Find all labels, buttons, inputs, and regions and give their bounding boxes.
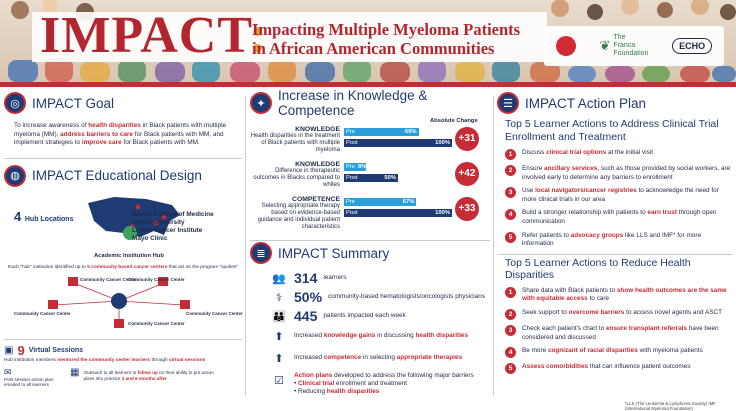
disparity-actions-heading: Top 5 Learner Actions to Reduce Health Disparities — [505, 256, 691, 282]
summary-knowledge-gain: ⬆ Increased knowledge gains in discussing health disparities — [270, 328, 490, 344]
lls-logo-icon — [556, 36, 576, 56]
virtual-sessions: ▣ 9 Virtual Sessions — [4, 342, 84, 358]
summary-competence: ⬆ Increased competence in selecting appropriate therapies — [270, 350, 490, 366]
page-subtitle — [252, 20, 520, 58]
list-item-text: Refer patients to advocacy groups like LLS and IMF* for more information — [522, 231, 702, 248]
number-badge: 1 — [505, 287, 516, 298]
goal-heading: ◎ IMPACT Goal — [4, 92, 242, 114]
post-bar: Post 100% — [346, 210, 450, 216]
post-plan-text: ✉ Post session action plan emailed to all learners — [4, 366, 54, 388]
leaf-icon: ❦ — [599, 38, 611, 53]
list-item-text: Use local navigators/cancer registries to acknowledge the need for more clinical trials in our area — [522, 187, 719, 203]
outreach-text: ▦ Outreach to all learners to follow up on their ability to put action plans into practice 3 and 6 months after — [70, 370, 220, 388]
knowledge-row-label: COMPETENCE Selecting appropriate therapy based on evidence-based guidance and individual patient characteristics — [257, 196, 340, 230]
number-badge: 3 — [505, 187, 516, 198]
footnote: *LLS (The Leukemia & Lymphoma Society) IMF (International Myeloma Foundation) — [625, 401, 716, 411]
sponsor-logos — [544, 26, 724, 66]
trial-actions-list — [497, 149, 733, 249]
goal-text: To increase awareness of health disparities in Black patients with multiple myeloma (MM), address barriers to care for Black patients with MM, and implement strategies to improve care for Black patients with MM. — [14, 122, 227, 147]
hub-spoke-diagram — [4, 273, 243, 331]
list-item-text: Assess comorbidities that can influence patient outcomes — [522, 363, 691, 371]
spoke-label: Community Cancer Center — [14, 310, 71, 316]
post-bar: Post 50% — [346, 175, 396, 181]
design-heading: ◍ IMPACT Educational Design — [4, 165, 242, 187]
spoke-label: Community Cancer Center — [186, 310, 243, 316]
header-stripe — [0, 82, 736, 87]
knowledge-row-label: KNOWLEDGE Difference in therapeutic outcomes in Blacks compared to whites — [253, 161, 340, 188]
summary-action-plans: ☑ Action plans developed to address the following major barriers • Clinical trial enrollment and treatment • Reducing health disparities — [270, 372, 490, 396]
list-item — [505, 363, 733, 374]
summary-physicians: ⚕ 50% community-based hematologists/oncologists physicians — [270, 289, 490, 305]
followup-block — [4, 366, 242, 388]
globe-icon: ◍ — [4, 165, 26, 187]
left-column — [4, 92, 242, 410]
list-item — [505, 187, 733, 204]
number-badge: 2 — [505, 165, 516, 176]
number-badge: 3 — [505, 325, 516, 336]
list-item-text: Check each patient's chart to ensure transplant referrals have been considered and discussed — [522, 324, 719, 341]
middle-column — [250, 88, 490, 410]
list-item-text: Discuss clinical trial options at the initial visit — [522, 149, 654, 156]
arrow-up-icon: ⬆ — [274, 330, 284, 343]
knowledge-heading: ✦ Increase in Knowledge & Competence — [250, 92, 490, 114]
list-item-text: Seek support to overcome barriers to access novel agents and ASCT — [522, 308, 723, 316]
document-icon: ≣ — [250, 242, 272, 264]
number-badge: 5 — [505, 363, 516, 374]
trial-actions-heading: Top 5 Learner Actions to Address Clinical Trial Enrollment and Treatment — [505, 118, 719, 143]
number-badge: 4 — [505, 347, 516, 358]
franca-foundation-logo: ❦ The Franca Foundation — [599, 34, 649, 57]
column-divider — [245, 96, 246, 396]
knowledge-chart — [250, 126, 490, 256]
checklist-icon: ☑ — [274, 374, 284, 387]
right-column — [497, 92, 733, 410]
number-badge: 4 — [505, 209, 516, 220]
list-item — [505, 165, 733, 182]
subtitle-line-2: in African American Communities — [252, 39, 495, 58]
email-icon: ✉ — [4, 366, 12, 377]
title-colon: : — [249, 7, 268, 64]
spoke-label: Community Cancer Center — [128, 276, 185, 282]
list-item — [505, 309, 733, 320]
brain-icon: ✦ — [250, 92, 272, 114]
list-item-text: Be more cognizant of racial disparities with myeloma patients — [522, 347, 703, 355]
summary-learners: 👥 314 learners — [270, 270, 490, 286]
section-divider — [497, 254, 733, 255]
knowledge-row-label: KNOWLEDGE Health disparities in the treatment of Black patients with multiple myeloma — [250, 126, 340, 153]
clipboard-icon: ☰ — [497, 92, 519, 114]
list-item-text: Share data with Black patients to show health outcomes are the same with equitable access to care — [522, 286, 727, 303]
post-bar: Post 100% — [346, 140, 450, 146]
absolute-change-badge: +31 — [455, 127, 479, 151]
list-item-text: Build a stronger relationship with patients to earn trust through open communication — [522, 209, 717, 225]
virtual-text: Hub institution members mentored the community center learners through virtual sessions — [4, 357, 206, 363]
hub-center-label: Academic Institution Hub — [94, 252, 164, 259]
spoke-label: Community Cancer Center — [80, 276, 137, 282]
list-item — [505, 325, 733, 342]
video-icon: ▣ — [4, 344, 14, 356]
people-icon: 👥 — [272, 272, 286, 285]
number-badge: 2 — [505, 309, 516, 320]
hub-block — [4, 191, 242, 265]
hub-count: 4 Hub Locations — [14, 208, 74, 224]
pre-bar: Pre 67% — [346, 199, 415, 205]
absolute-change-badge: +33 — [455, 197, 479, 221]
doctor-icon: ⚕ — [276, 291, 282, 304]
list-item — [505, 347, 733, 358]
echo-logo: ECHO — [672, 38, 712, 54]
hub-list: Baylor College of Medicine Emory University Levine Cancer Institute Mayo Clinic — [132, 210, 214, 242]
list-item — [505, 287, 733, 304]
action-plan-heading: ☰ IMPACT Action Plan — [497, 92, 733, 114]
number-badge: 5 — [505, 232, 516, 243]
list-item-text: Ensure ancillary services, such as those provided by social workers, are involved early to determine any barriers to enrollment — [522, 165, 731, 181]
column-divider — [493, 96, 494, 396]
header-banner — [0, 0, 736, 82]
absolute-change-badge: +42 — [455, 162, 479, 186]
subtitle-line-1: Impacting Multiple Myeloma Patients — [252, 20, 521, 39]
spoke-label: Community Cancer Center — [128, 320, 185, 326]
section-divider — [4, 158, 242, 159]
summary-heading: ≣ IMPACT Summary — [250, 242, 490, 264]
page-title: IMPACT: — [40, 7, 268, 64]
disparity-actions-list — [497, 287, 733, 374]
list-item — [505, 149, 733, 160]
arrow-up-icon: ⬆ — [274, 352, 284, 365]
section-divider — [250, 240, 490, 241]
list-item — [505, 232, 733, 249]
summary-section — [250, 242, 490, 399]
patients-icon: 👪 — [272, 310, 286, 323]
absolute-change-label: Absolute Change — [430, 118, 478, 124]
hub-note: Each "hub" institution identified up to 5 community-based cancer centers that act as the program "spokes" — [8, 264, 239, 270]
summary-patients: 👪 445 patients impacted each week — [270, 308, 490, 324]
target-icon: ◎ — [4, 92, 26, 114]
section-divider — [4, 339, 242, 340]
calendar-icon: ▦ — [70, 366, 80, 378]
pre-bar: Pre 8% — [346, 164, 367, 170]
number-badge: 1 — [505, 149, 516, 160]
list-item — [505, 209, 733, 226]
pre-bar: Pre 69% — [346, 129, 417, 135]
